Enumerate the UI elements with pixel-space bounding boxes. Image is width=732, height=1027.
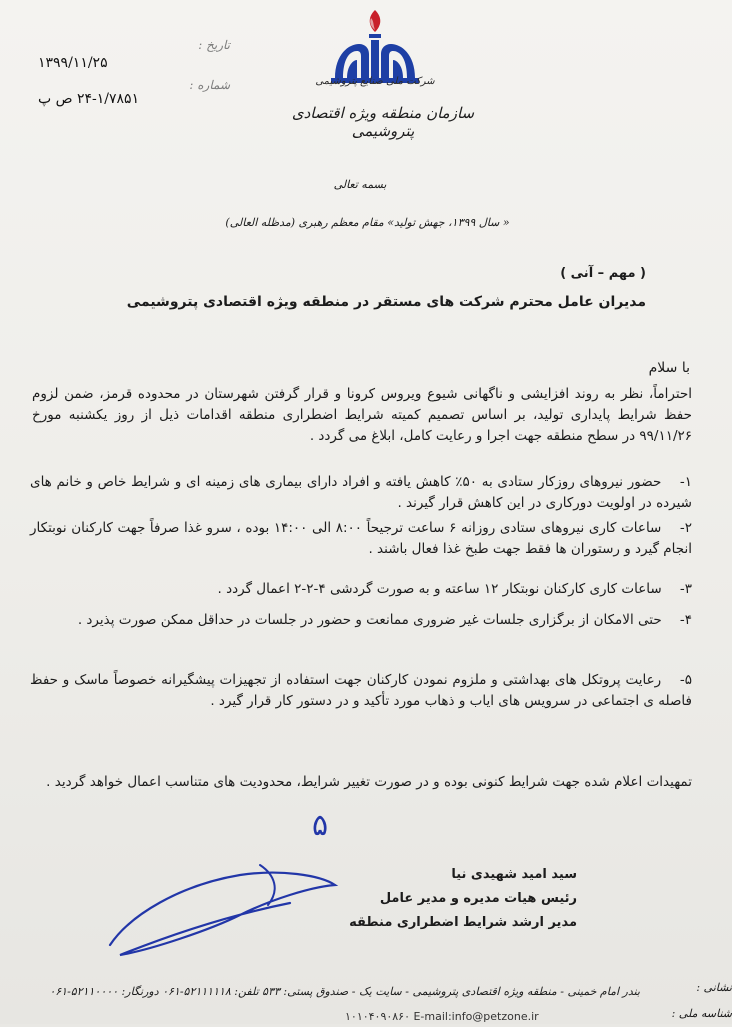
number-value: ۲۴-۱/۷۸۵۱ ص پ [38, 91, 140, 107]
signatory-block [327, 864, 577, 934]
list-item-text: ساعات کاری نیروهای ستادی روزانه ۶ ساعت ترجیحاً ۸:۰۰ الی ۱۴:۰۰ بوده ، سرو غذا صرفاً جهت کارکنان نوبتکار انجام گیرد و رستوران ها فقط جهت طبخ غذا فعال باشند . [30, 520, 692, 557]
meta-values [38, 55, 188, 127]
urgency-tag: ( مهم – آنی ) [560, 266, 646, 281]
list-item-number: ۳- [679, 581, 692, 597]
number-label: شماره : [189, 78, 230, 92]
date-value: ۱۳۹۹/۱۱/۲۵ [38, 55, 108, 71]
date-label: تاریخ : [198, 38, 230, 52]
list-item-text: حتی الامکان از برگزاری جلسات غیر ضروری ممانعت و حضور در جلسات در حداقل ممکن صورت پذیرد . [77, 612, 662, 628]
list-item [30, 579, 692, 600]
footer-labels [632, 975, 732, 1027]
list-item-text: رعایت پروتکل های بهداشتی و ملزوم نمودن کارکنان جهت استفاده از تجهیزات پیشگیرانه خصوصاً ماسک و حفظ فاصله ی اجتماعی در سرویس های ایاب و ذهاب مورد تأکید و در دستور کار قرار گیرد . [30, 672, 692, 709]
bismillah: بسمه تعالی [333, 178, 387, 191]
list-item-number: ۱- [679, 474, 692, 490]
list-item [30, 670, 692, 712]
list-item-number: ۲- [679, 520, 692, 536]
signatory-title-2: مدیر ارشد شرایط اضطراری منطقه [349, 915, 577, 930]
list-item-text: ساعات کاری کارکنان نوبتکار ۱۲ ساعته و به صورت گردشی ۴-۲-۲ اعمال گردد . [217, 581, 662, 597]
footer-address-label: نشانی : [696, 981, 732, 994]
signatory-title: رئیس هیات مدیره و مدیر عامل [379, 891, 577, 906]
handwritten-number: ۵ [312, 808, 329, 843]
footer-id-label: شناسه ملی : [671, 1007, 732, 1020]
list-item [30, 472, 692, 514]
footer-address: بندر امام خمینی - منطقه ویژه اقتصادی پتروشیمی - سایت یک - صندوق پستی: ۵۳۳ تلفن: ۵۲۱۱۱۱۱۸-۰۶۱ دورنگار: ۵۲۱۱۰۰۰۰-۰۶۱ [49, 985, 640, 998]
list-item [30, 610, 692, 631]
list-item [30, 518, 692, 560]
intro-paragraph: احتراماً، نظر به روند افزایشی و ناگهانی شیوع ویروس کرونا و قرار گرفتن شهرستان در محدوده قرمز، ضمن لزوم حفظ شرایط پایداری تولید، بر اساس تصمیم کمیته شرایط اضطراری منطقه اقدامات ذیل از روز یکشنبه مورخ ۹۹/۱۱/۲۶ در سطح منطقه جهت اجرا و رعایت کامل، ابلاغ می گردد . [32, 386, 692, 444]
list-item-number: ۴- [679, 612, 692, 628]
org-name-company: شرکت ملی صنایع پتروشیمی [315, 76, 435, 87]
org-name-organization: سازمان منطقه ویژه اقتصادی پتروشیمی [291, 104, 475, 140]
closing-paragraph: تمهیدات اعلام شده جهت شرایط کنونی بوده و در صورت تغییر شرایط، محدودیت های متناسب اعمال خواهد گردید . [46, 774, 692, 790]
addressee: مدیران عامل محترم شرکت های مستقر در منطقه ویژه اقتصادی پتروشیمی [126, 294, 646, 310]
signature-scribble [90, 845, 350, 960]
footer-contact: ۱۰۱۰۴۰۹۰۸۶۰ E-mail:info@petzone.ir [345, 1010, 539, 1023]
list-item-number: ۵- [679, 672, 692, 688]
signatory-name: سید امید شهیدی نیا [451, 867, 577, 882]
flame-emblem-icon [325, 8, 425, 86]
greeting: با سلام [648, 360, 690, 376]
year-slogan: « سال ۱۳۹۹، جهش تولید» مقام معظم رهبری (مدظله العالی) [225, 216, 510, 229]
list-item-text: حضور نیروهای روزکار ستادی به ۵۰٪ کاهش یافته و افراد دارای بیماری های زمینه ای و شرایط خاص و خانم های شیرده در اولویت دورکاری در این کاهش قرار گیرند . [30, 474, 692, 511]
